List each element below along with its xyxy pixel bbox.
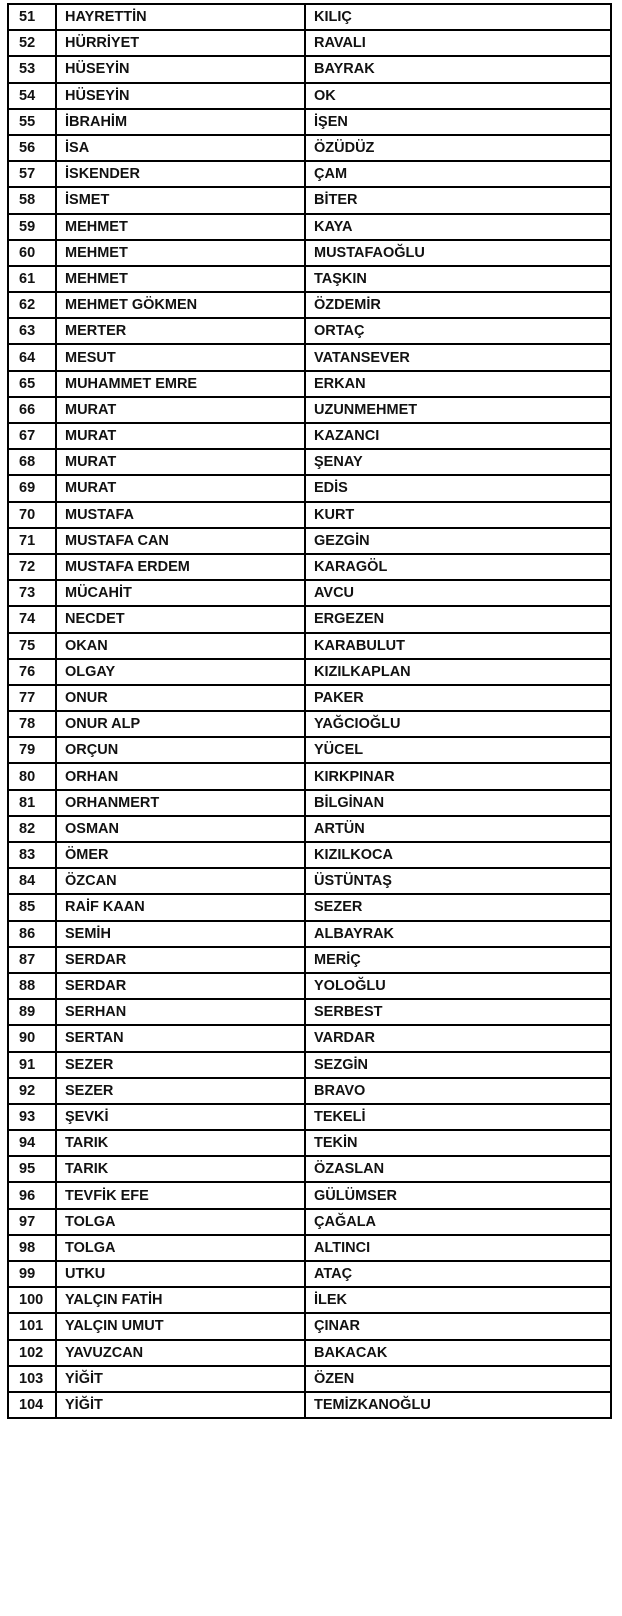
first-name-cell: İSMET bbox=[56, 187, 305, 213]
row-number-cell: 69 bbox=[8, 475, 56, 501]
first-name-cell: MEHMET bbox=[56, 266, 305, 292]
last-name-cell: TEMİZKANOĞLU bbox=[305, 1392, 611, 1418]
first-name-cell: SEMİH bbox=[56, 921, 305, 947]
row-number-cell: 103 bbox=[8, 1366, 56, 1392]
first-name-cell: MUSTAFA CAN bbox=[56, 528, 305, 554]
row-number-cell: 63 bbox=[8, 318, 56, 344]
row-number-cell: 61 bbox=[8, 266, 56, 292]
table-row bbox=[8, 606, 611, 632]
first-name-cell: OSMAN bbox=[56, 816, 305, 842]
row-number-cell: 75 bbox=[8, 633, 56, 659]
last-name-cell: PAKER bbox=[305, 685, 611, 711]
first-name-cell: TARIK bbox=[56, 1130, 305, 1156]
table-row bbox=[8, 83, 611, 109]
last-name-cell: ÇAĞALA bbox=[305, 1209, 611, 1235]
first-name-cell: HAYRETTİN bbox=[56, 4, 305, 30]
last-name-cell: SEZER bbox=[305, 894, 611, 920]
first-name-cell: MEHMET bbox=[56, 240, 305, 266]
row-number-cell: 94 bbox=[8, 1130, 56, 1156]
last-name-cell: YOLOĞLU bbox=[305, 973, 611, 999]
last-name-cell: VATANSEVER bbox=[305, 344, 611, 370]
row-number-cell: 67 bbox=[8, 423, 56, 449]
row-number-cell: 83 bbox=[8, 842, 56, 868]
first-name-cell: İSA bbox=[56, 135, 305, 161]
first-name-cell: YAVUZCAN bbox=[56, 1340, 305, 1366]
row-number-cell: 76 bbox=[8, 659, 56, 685]
first-name-cell: YALÇIN UMUT bbox=[56, 1313, 305, 1339]
table-row bbox=[8, 1182, 611, 1208]
first-name-cell: SERTAN bbox=[56, 1025, 305, 1051]
last-name-cell: BAYRAK bbox=[305, 56, 611, 82]
row-number-cell: 88 bbox=[8, 973, 56, 999]
last-name-cell: ÜSTÜNTAŞ bbox=[305, 868, 611, 894]
row-number-cell: 74 bbox=[8, 606, 56, 632]
table-row bbox=[8, 1104, 611, 1130]
first-name-cell: YİĞİT bbox=[56, 1366, 305, 1392]
last-name-cell: ÇINAR bbox=[305, 1313, 611, 1339]
table-row bbox=[8, 1235, 611, 1261]
row-number-cell: 102 bbox=[8, 1340, 56, 1366]
last-name-cell: SEZGİN bbox=[305, 1052, 611, 1078]
last-name-cell: BRAVO bbox=[305, 1078, 611, 1104]
first-name-cell: NECDET bbox=[56, 606, 305, 632]
row-number-cell: 59 bbox=[8, 214, 56, 240]
first-name-cell: HÜSEYİN bbox=[56, 83, 305, 109]
last-name-cell: ÖZEN bbox=[305, 1366, 611, 1392]
table-row bbox=[8, 1052, 611, 1078]
row-number-cell: 54 bbox=[8, 83, 56, 109]
first-name-cell: MÜCAHİT bbox=[56, 580, 305, 606]
first-name-cell: ORÇUN bbox=[56, 737, 305, 763]
row-number-cell: 99 bbox=[8, 1261, 56, 1287]
last-name-cell: AVCU bbox=[305, 580, 611, 606]
table-row bbox=[8, 4, 611, 30]
table-row bbox=[8, 1313, 611, 1339]
first-name-cell: MURAT bbox=[56, 423, 305, 449]
first-name-cell: MEHMET bbox=[56, 214, 305, 240]
last-name-cell: YÜCEL bbox=[305, 737, 611, 763]
first-name-cell: MURAT bbox=[56, 475, 305, 501]
first-name-cell: SERDAR bbox=[56, 973, 305, 999]
table-row bbox=[8, 1392, 611, 1418]
name-list-body bbox=[8, 4, 611, 1418]
last-name-cell: MUSTAFAOĞLU bbox=[305, 240, 611, 266]
table-row bbox=[8, 816, 611, 842]
table-row bbox=[8, 1261, 611, 1287]
last-name-cell: KILIÇ bbox=[305, 4, 611, 30]
row-number-cell: 97 bbox=[8, 1209, 56, 1235]
row-number-cell: 96 bbox=[8, 1182, 56, 1208]
last-name-cell: YAĞCIOĞLU bbox=[305, 711, 611, 737]
first-name-cell: SERDAR bbox=[56, 947, 305, 973]
row-number-cell: 53 bbox=[8, 56, 56, 82]
table-row bbox=[8, 449, 611, 475]
table-row bbox=[8, 344, 611, 370]
row-number-cell: 101 bbox=[8, 1313, 56, 1339]
last-name-cell: ÖZÜDÜZ bbox=[305, 135, 611, 161]
row-number-cell: 64 bbox=[8, 344, 56, 370]
first-name-cell: TOLGA bbox=[56, 1209, 305, 1235]
table-row bbox=[8, 371, 611, 397]
last-name-cell: OK bbox=[305, 83, 611, 109]
table-row bbox=[8, 30, 611, 56]
last-name-cell: TEKİN bbox=[305, 1130, 611, 1156]
table-row bbox=[8, 1366, 611, 1392]
last-name-cell: KURT bbox=[305, 502, 611, 528]
first-name-cell: YİĞİT bbox=[56, 1392, 305, 1418]
last-name-cell: KAZANCI bbox=[305, 423, 611, 449]
table-row bbox=[8, 711, 611, 737]
last-name-cell: ÖZDEMİR bbox=[305, 292, 611, 318]
first-name-cell: ÖZCAN bbox=[56, 868, 305, 894]
row-number-cell: 93 bbox=[8, 1104, 56, 1130]
first-name-cell: ORHAN bbox=[56, 763, 305, 789]
row-number-cell: 82 bbox=[8, 816, 56, 842]
first-name-cell: OLGAY bbox=[56, 659, 305, 685]
row-number-cell: 80 bbox=[8, 763, 56, 789]
last-name-cell: VARDAR bbox=[305, 1025, 611, 1051]
row-number-cell: 92 bbox=[8, 1078, 56, 1104]
table-row bbox=[8, 1078, 611, 1104]
first-name-cell: İBRAHİM bbox=[56, 109, 305, 135]
table-row bbox=[8, 1156, 611, 1182]
table-row bbox=[8, 318, 611, 344]
first-name-cell: SEZER bbox=[56, 1078, 305, 1104]
row-number-cell: 84 bbox=[8, 868, 56, 894]
row-number-cell: 68 bbox=[8, 449, 56, 475]
table-row bbox=[8, 1287, 611, 1313]
last-name-cell: GÜLÜMSER bbox=[305, 1182, 611, 1208]
last-name-cell: KARABULUT bbox=[305, 633, 611, 659]
last-name-cell: KIZILKAPLAN bbox=[305, 659, 611, 685]
first-name-cell: ORHANMERT bbox=[56, 790, 305, 816]
table-row bbox=[8, 580, 611, 606]
last-name-cell: ALTINCI bbox=[305, 1235, 611, 1261]
first-name-cell: SEZER bbox=[56, 1052, 305, 1078]
first-name-cell: HÜSEYİN bbox=[56, 56, 305, 82]
table-row bbox=[8, 921, 611, 947]
first-name-cell: TARIK bbox=[56, 1156, 305, 1182]
table-row bbox=[8, 1025, 611, 1051]
row-number-cell: 89 bbox=[8, 999, 56, 1025]
first-name-cell: OKAN bbox=[56, 633, 305, 659]
row-number-cell: 98 bbox=[8, 1235, 56, 1261]
row-number-cell: 90 bbox=[8, 1025, 56, 1051]
last-name-cell: ATAÇ bbox=[305, 1261, 611, 1287]
name-list-table bbox=[7, 3, 612, 1419]
table-row bbox=[8, 790, 611, 816]
row-number-cell: 56 bbox=[8, 135, 56, 161]
last-name-cell: KAYA bbox=[305, 214, 611, 240]
last-name-cell: İLEK bbox=[305, 1287, 611, 1313]
last-name-cell: ŞENAY bbox=[305, 449, 611, 475]
table-row bbox=[8, 397, 611, 423]
table-row bbox=[8, 214, 611, 240]
table-row bbox=[8, 894, 611, 920]
last-name-cell: ALBAYRAK bbox=[305, 921, 611, 947]
table-row bbox=[8, 240, 611, 266]
row-number-cell: 57 bbox=[8, 161, 56, 187]
last-name-cell: UZUNMEHMET bbox=[305, 397, 611, 423]
first-name-cell: ONUR ALP bbox=[56, 711, 305, 737]
table-row bbox=[8, 554, 611, 580]
table-row bbox=[8, 56, 611, 82]
table-row bbox=[8, 187, 611, 213]
first-name-cell: MERTER bbox=[56, 318, 305, 344]
row-number-cell: 62 bbox=[8, 292, 56, 318]
row-number-cell: 79 bbox=[8, 737, 56, 763]
first-name-cell: TEVFİK EFE bbox=[56, 1182, 305, 1208]
last-name-cell: İŞEN bbox=[305, 109, 611, 135]
last-name-cell: RAVALI bbox=[305, 30, 611, 56]
row-number-cell: 73 bbox=[8, 580, 56, 606]
table-row bbox=[8, 763, 611, 789]
first-name-cell: YALÇIN FATİH bbox=[56, 1287, 305, 1313]
first-name-cell: ŞEVKİ bbox=[56, 1104, 305, 1130]
row-number-cell: 52 bbox=[8, 30, 56, 56]
last-name-cell: SERBEST bbox=[305, 999, 611, 1025]
table-row bbox=[8, 502, 611, 528]
row-number-cell: 60 bbox=[8, 240, 56, 266]
last-name-cell: ERKAN bbox=[305, 371, 611, 397]
row-number-cell: 85 bbox=[8, 894, 56, 920]
row-number-cell: 55 bbox=[8, 109, 56, 135]
table-row bbox=[8, 633, 611, 659]
first-name-cell: HÜRRİYET bbox=[56, 30, 305, 56]
first-name-cell: SERHAN bbox=[56, 999, 305, 1025]
last-name-cell: ÖZASLAN bbox=[305, 1156, 611, 1182]
first-name-cell: MURAT bbox=[56, 449, 305, 475]
last-name-cell: ÇAM bbox=[305, 161, 611, 187]
table-row bbox=[8, 659, 611, 685]
table-row bbox=[8, 1340, 611, 1366]
first-name-cell: MESUT bbox=[56, 344, 305, 370]
first-name-cell: TOLGA bbox=[56, 1235, 305, 1261]
last-name-cell: BİLGİNAN bbox=[305, 790, 611, 816]
table-row bbox=[8, 292, 611, 318]
row-number-cell: 78 bbox=[8, 711, 56, 737]
row-number-cell: 87 bbox=[8, 947, 56, 973]
table-row bbox=[8, 528, 611, 554]
last-name-cell: EDİS bbox=[305, 475, 611, 501]
table-row bbox=[8, 109, 611, 135]
row-number-cell: 66 bbox=[8, 397, 56, 423]
table-row bbox=[8, 1130, 611, 1156]
first-name-cell: RAİF KAAN bbox=[56, 894, 305, 920]
first-name-cell: İSKENDER bbox=[56, 161, 305, 187]
first-name-cell: MURAT bbox=[56, 397, 305, 423]
last-name-cell: ORTAÇ bbox=[305, 318, 611, 344]
table-row bbox=[8, 161, 611, 187]
table-row bbox=[8, 135, 611, 161]
row-number-cell: 86 bbox=[8, 921, 56, 947]
first-name-cell: ÖMER bbox=[56, 842, 305, 868]
last-name-cell: TEKELİ bbox=[305, 1104, 611, 1130]
last-name-cell: TAŞKIN bbox=[305, 266, 611, 292]
row-number-cell: 81 bbox=[8, 790, 56, 816]
row-number-cell: 77 bbox=[8, 685, 56, 711]
table-row bbox=[8, 973, 611, 999]
first-name-cell: MUSTAFA ERDEM bbox=[56, 554, 305, 580]
last-name-cell: BAKACAK bbox=[305, 1340, 611, 1366]
table-row bbox=[8, 999, 611, 1025]
table-row bbox=[8, 947, 611, 973]
row-number-cell: 70 bbox=[8, 502, 56, 528]
first-name-cell: MUHAMMET EMRE bbox=[56, 371, 305, 397]
last-name-cell: KIRKPINAR bbox=[305, 763, 611, 789]
first-name-cell: MUSTAFA bbox=[56, 502, 305, 528]
table-row bbox=[8, 868, 611, 894]
table-row bbox=[8, 842, 611, 868]
table-row bbox=[8, 475, 611, 501]
row-number-cell: 72 bbox=[8, 554, 56, 580]
last-name-cell: MERİÇ bbox=[305, 947, 611, 973]
last-name-cell: KIZILKOCA bbox=[305, 842, 611, 868]
last-name-cell: ERGEZEN bbox=[305, 606, 611, 632]
row-number-cell: 51 bbox=[8, 4, 56, 30]
row-number-cell: 58 bbox=[8, 187, 56, 213]
table-row bbox=[8, 423, 611, 449]
last-name-cell: BİTER bbox=[305, 187, 611, 213]
row-number-cell: 100 bbox=[8, 1287, 56, 1313]
table-row bbox=[8, 266, 611, 292]
row-number-cell: 95 bbox=[8, 1156, 56, 1182]
table-row bbox=[8, 1209, 611, 1235]
table-row bbox=[8, 737, 611, 763]
last-name-cell: KARAGÖL bbox=[305, 554, 611, 580]
first-name-cell: MEHMET GÖKMEN bbox=[56, 292, 305, 318]
row-number-cell: 91 bbox=[8, 1052, 56, 1078]
row-number-cell: 104 bbox=[8, 1392, 56, 1418]
row-number-cell: 65 bbox=[8, 371, 56, 397]
first-name-cell: ONUR bbox=[56, 685, 305, 711]
table-row bbox=[8, 685, 611, 711]
last-name-cell: GEZGİN bbox=[305, 528, 611, 554]
row-number-cell: 71 bbox=[8, 528, 56, 554]
last-name-cell: ARTÜN bbox=[305, 816, 611, 842]
first-name-cell: UTKU bbox=[56, 1261, 305, 1287]
